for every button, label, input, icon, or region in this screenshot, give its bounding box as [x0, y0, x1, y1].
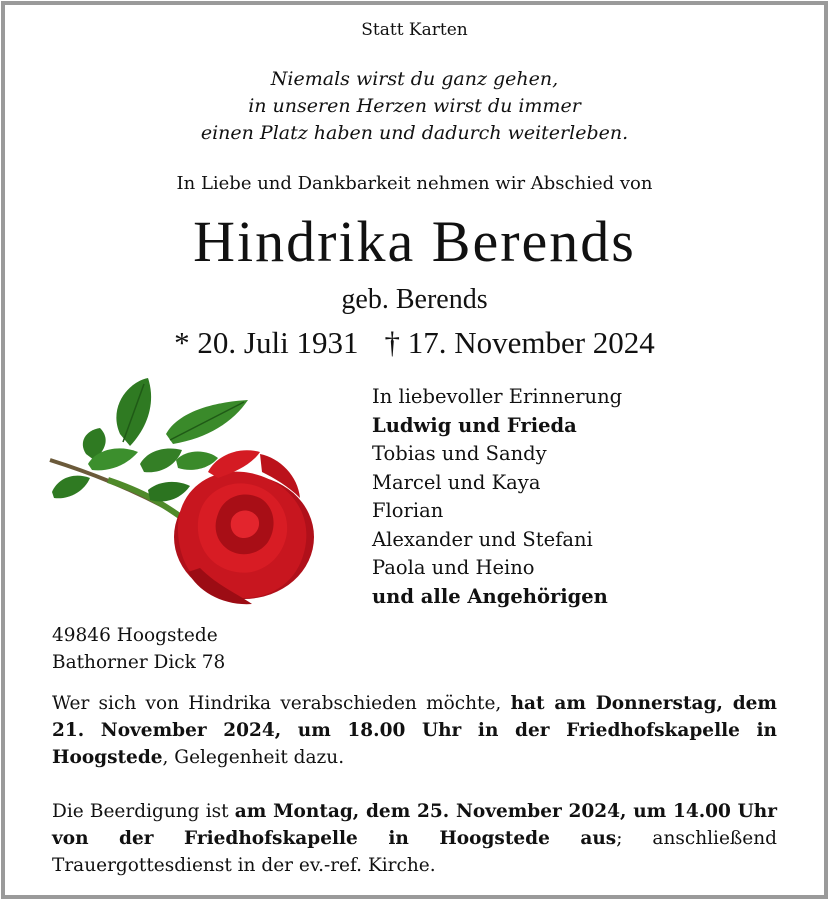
red-rose-image — [48, 372, 318, 612]
farewell-details: hat am Donnerstag, dem 21. November 2024, um 18.00 Uhr in der Friedhofskapelle in Hoogstede — [52, 693, 777, 768]
funeral-tail: ; anschließend Trauergottesdienst in der ev.-ref. Kirche. — [52, 828, 777, 876]
farewell-paragraph — [52, 690, 777, 771]
farewell-intro: In Liebe und Dankbarkeit nehmen wir Abschied von — [176, 173, 653, 194]
address — [52, 622, 225, 676]
birth-name: geb. Berends — [341, 284, 488, 315]
farewell-tail: , Gelegenheit dazu. — [162, 747, 345, 768]
address-city: 49846 Hoogstede — [52, 625, 218, 646]
mourner-name: Tobias und Sandy — [372, 442, 547, 465]
funeral-details: am Montag, dem 25. November 2024, um 14.00 Uhr von der Friedhofskapelle in Hoogstede aus — [52, 801, 777, 849]
mourner-name: Ludwig und Frieda — [372, 413, 577, 437]
funeral-paragraph — [52, 798, 777, 879]
mourners-list — [372, 383, 622, 611]
mourner-name: Marcel und Kaya — [372, 470, 541, 494]
mourner-name: Alexander und Stefani — [372, 527, 593, 551]
poem-line: in unseren Herzen wirst du immer — [248, 95, 581, 117]
poem-line: Niemals wirst du ganz gehen, — [270, 68, 559, 90]
death-date: † 17. November 2024 — [384, 325, 655, 360]
mourner-name: und alle Angehörigen — [372, 584, 608, 608]
birth-date: * 20. Juli 1931 — [174, 325, 359, 360]
mourner-name: Florian — [372, 499, 444, 522]
funeral-lead: Die Beerdigung ist — [52, 801, 229, 822]
poem-line: einen Platz haben und dadurch weiterleben. — [200, 122, 629, 144]
mourners-heading: In liebevoller Erinnerung — [372, 385, 623, 408]
statt-karten-label: Statt Karten — [361, 20, 468, 40]
farewell-lead: Wer sich von Hindrika verabschieden möchte, — [52, 693, 502, 714]
address-street: Bathorner Dick 78 — [52, 652, 226, 673]
deceased-name: Hindrika Berends — [193, 209, 636, 274]
poem — [0, 66, 829, 147]
mourner-name: Paola und Heino — [372, 556, 535, 579]
life-dates — [0, 325, 829, 361]
